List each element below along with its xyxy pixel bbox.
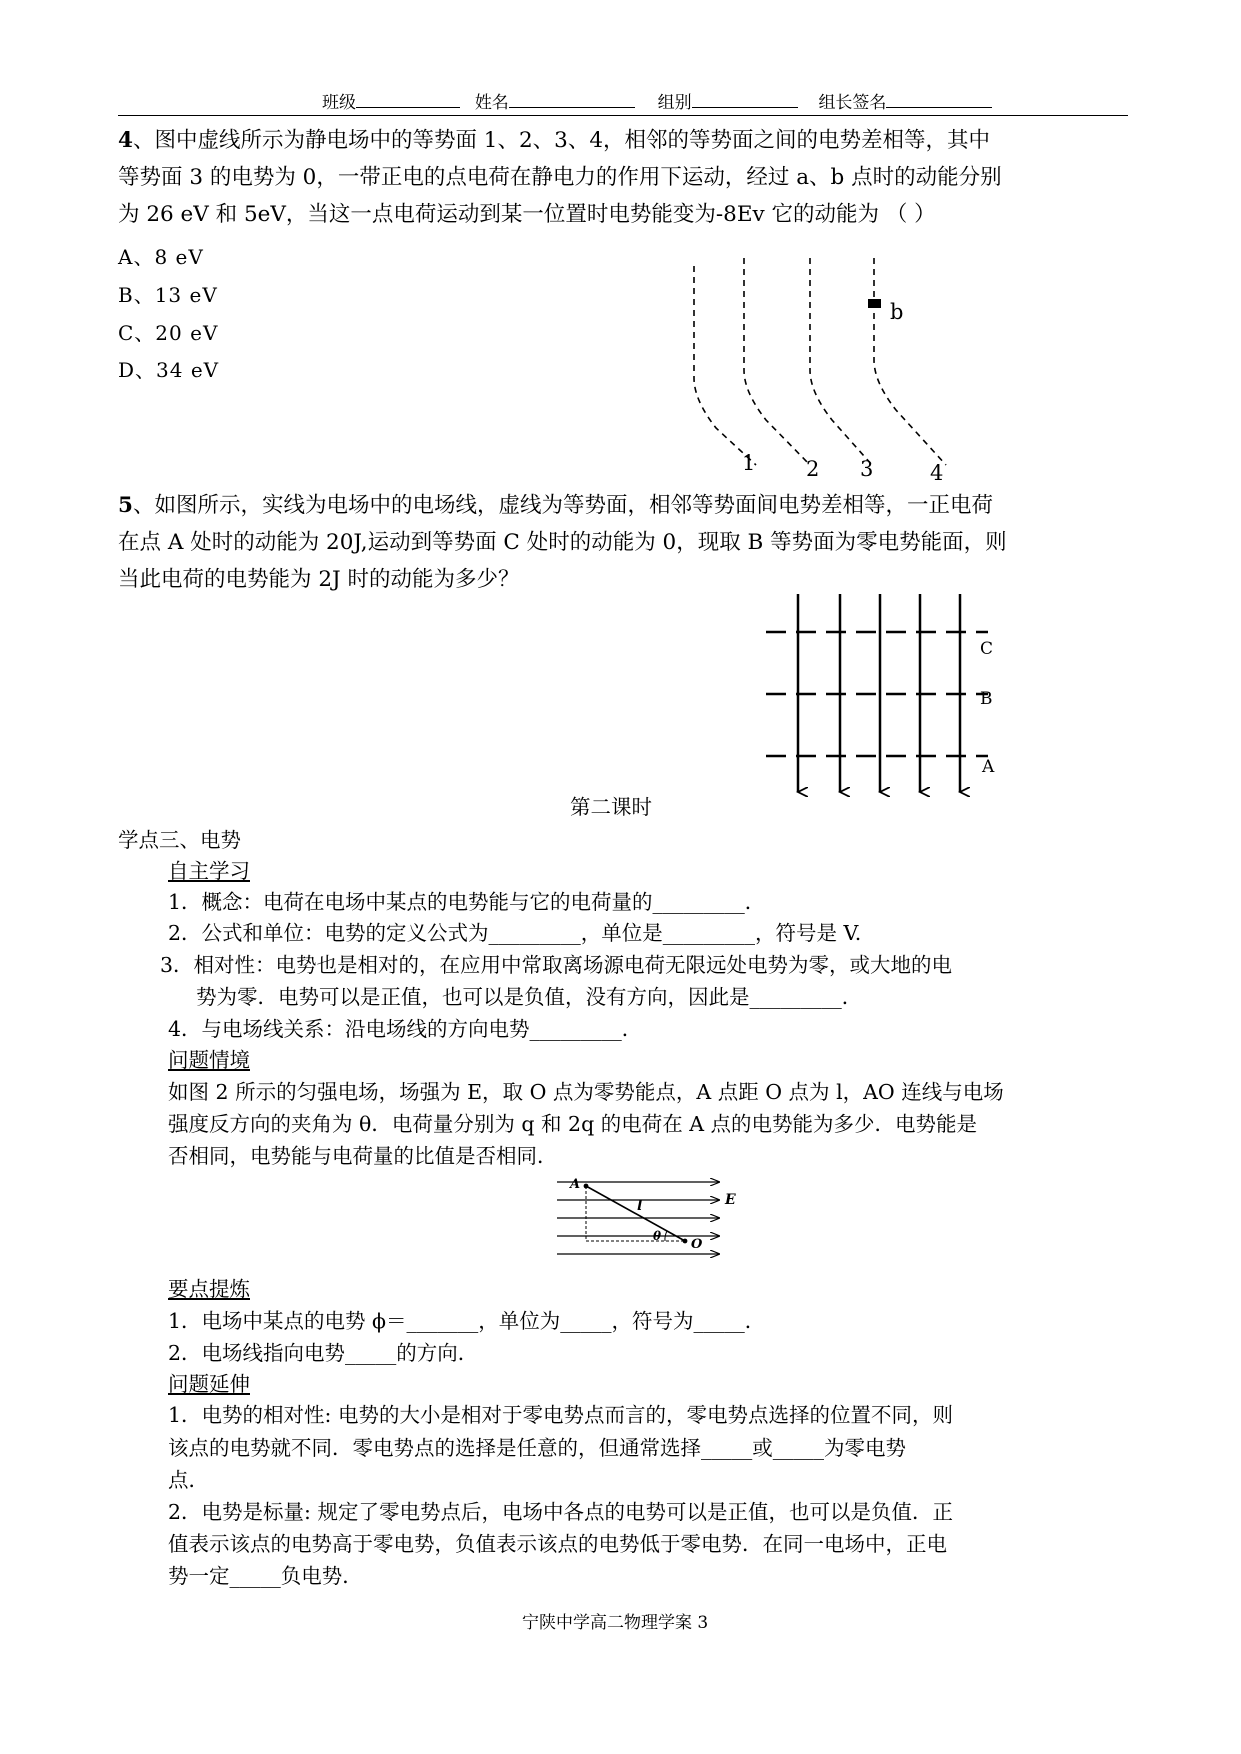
q4-option-a: A、8 eV <box>118 245 204 269</box>
key-point-1: 1．电场中某点的电势 ϕ＝_______，单位为_____，符号为_____． <box>168 1309 766 1333</box>
self-study-item-1: 1．概念：电荷在电场中某点的电势能与它的电荷量的_________． <box>168 890 766 914</box>
label-c: C <box>980 639 994 659</box>
equipotential-1 <box>694 266 756 465</box>
lesson-title: 第二课时 <box>570 795 652 819</box>
segment-ao <box>586 1186 685 1241</box>
label-b: B <box>980 689 993 709</box>
label-e: E <box>725 1192 736 1208</box>
label-theta: θ <box>653 1229 662 1243</box>
extension-line-4: 2．电势是标量: 规定了零电势点后，电场中各点的电势可以是正值，也可以是负值．正 <box>168 1500 953 1524</box>
q4-line1: 、图中虚线所示为静电场中的等势面 1、2、3、4，相邻的等势面之间的电势差相等，其中 <box>132 128 991 153</box>
name-label: 姓名 <box>474 93 509 113</box>
q4-equipotential-figure <box>660 250 990 490</box>
q5-text <box>118 487 1007 598</box>
label-a-point: A <box>570 1177 581 1192</box>
q4-line2: 等势面 3 的电势为 0，一带正电的点电荷在静电力的作用下运动，经过 a、b 点时的动能分别 <box>118 165 1002 190</box>
extension-line-1: 1．电势的相对性: 电势的大小是相对于零电势点而言的，零电势点选择的位置不同，则 <box>168 1403 953 1427</box>
leader-label: 组长签名 <box>818 93 887 113</box>
scenario-line-2: 强度反方向的夹角为 θ．电荷量分别为 q 和 2q 的电荷在 A 点的电势能为多少．电势能是 <box>168 1112 978 1136</box>
q5-line3: 当此电荷的电势能为 2J 时的动能为多少？ <box>118 567 520 592</box>
name-field[interactable] <box>509 91 635 108</box>
point-b-marker <box>868 299 881 308</box>
equipotential-3 <box>810 258 872 465</box>
point-o <box>683 1239 688 1244</box>
group-field[interactable] <box>692 91 798 108</box>
group-label: 组别 <box>657 93 692 113</box>
surface-label-2: 2 <box>806 457 820 481</box>
equipotential-2 <box>744 258 810 465</box>
extension-line-3: 点． <box>168 1468 209 1492</box>
q4-option-d: D、34 eV <box>118 358 220 382</box>
self-study-item-4: 4．与电场线关系：沿电场线的方向电势_________． <box>168 1017 643 1041</box>
self-study-item-3-cont: 势为零．电势可以是正值，也可以是负值，没有方向，因此是_________． <box>196 985 863 1009</box>
self-study-item-3: 3．相对性：电势也是相对的，在应用中常取离场源电荷无限远处电势为零，或大地的电 <box>160 953 953 977</box>
equipotential-4 <box>874 258 946 465</box>
class-field[interactable] <box>356 91 460 108</box>
class-label: 班级 <box>322 93 356 113</box>
key-points-heading: 要点提炼 <box>168 1277 250 1301</box>
q4-option-c: C、20 eV <box>118 321 219 345</box>
q4-text <box>118 122 1002 233</box>
scenario-line-1: 如图 2 所示的匀强电场，场强为 E，取 O 点为零势能点，A 点距 O 点为 l，AO 连线与电场 <box>168 1080 1004 1104</box>
leader-field[interactable] <box>886 91 992 108</box>
header <box>322 88 992 113</box>
q4-option-b: B、13 eV <box>118 283 218 307</box>
q4-number: 4 <box>118 128 133 153</box>
q5-number: 5 <box>118 493 133 518</box>
extension-line-5: 值表示该点的电势高于零电势，负值表示该点的电势低于零电势．在同一电场中，正电 <box>168 1532 947 1556</box>
extension-heading: 问题延伸 <box>168 1372 250 1396</box>
surface-label-3: 3 <box>860 457 874 481</box>
extension-line-6: 势一定_____负电势． <box>168 1564 363 1588</box>
surface-label-4: 4 <box>930 461 944 485</box>
label-o-point: O <box>691 1237 703 1252</box>
self-study-heading: 自主学习 <box>168 859 250 883</box>
surface-label-1: 1 <box>742 451 756 475</box>
q5-field-figure <box>760 592 1010 802</box>
q5-line1: 、如图所示，实线为电场中的电场线，虚线为等势面，相邻等势面间电势差相等，一正电荷 <box>132 493 993 518</box>
point-a <box>584 1184 589 1189</box>
label-l: l <box>637 1198 643 1214</box>
scenario-heading: 问题情境 <box>168 1048 250 1072</box>
point-b-label: b <box>890 300 904 324</box>
uniform-field-figure <box>555 1172 745 1268</box>
q5-line2: 在点 A 处时的动能为 20J,运动到等势面 C 处时的动能为 0，现取 B 等势面为零电势能面，则 <box>118 530 1007 555</box>
scenario-line-3: 否相同，电势能与电荷量的比值是否相同． <box>168 1144 558 1168</box>
section-title: 学点三、电势 <box>118 828 241 852</box>
label-a: A <box>982 757 995 777</box>
extension-line-2: 该点的电势就不同．零电势点的选择是任意的，但通常选择_____或_____为零电势 <box>168 1436 906 1460</box>
q4-line3: 为 26 eV 和 5eV，当这一点电荷运动到某一位置时电势能变为-8Ev 它的动能为 （ ） <box>118 202 936 227</box>
page-footer: 宁陕中学高二物理学案 3 <box>522 1613 709 1633</box>
header-rule <box>118 115 1128 116</box>
self-study-item-2: 2．公式和单位：电势的定义公式为_________，单位是_________，符号是 V. <box>168 921 862 945</box>
key-point-2: 2．电场线指向电势_____的方向． <box>168 1341 479 1365</box>
